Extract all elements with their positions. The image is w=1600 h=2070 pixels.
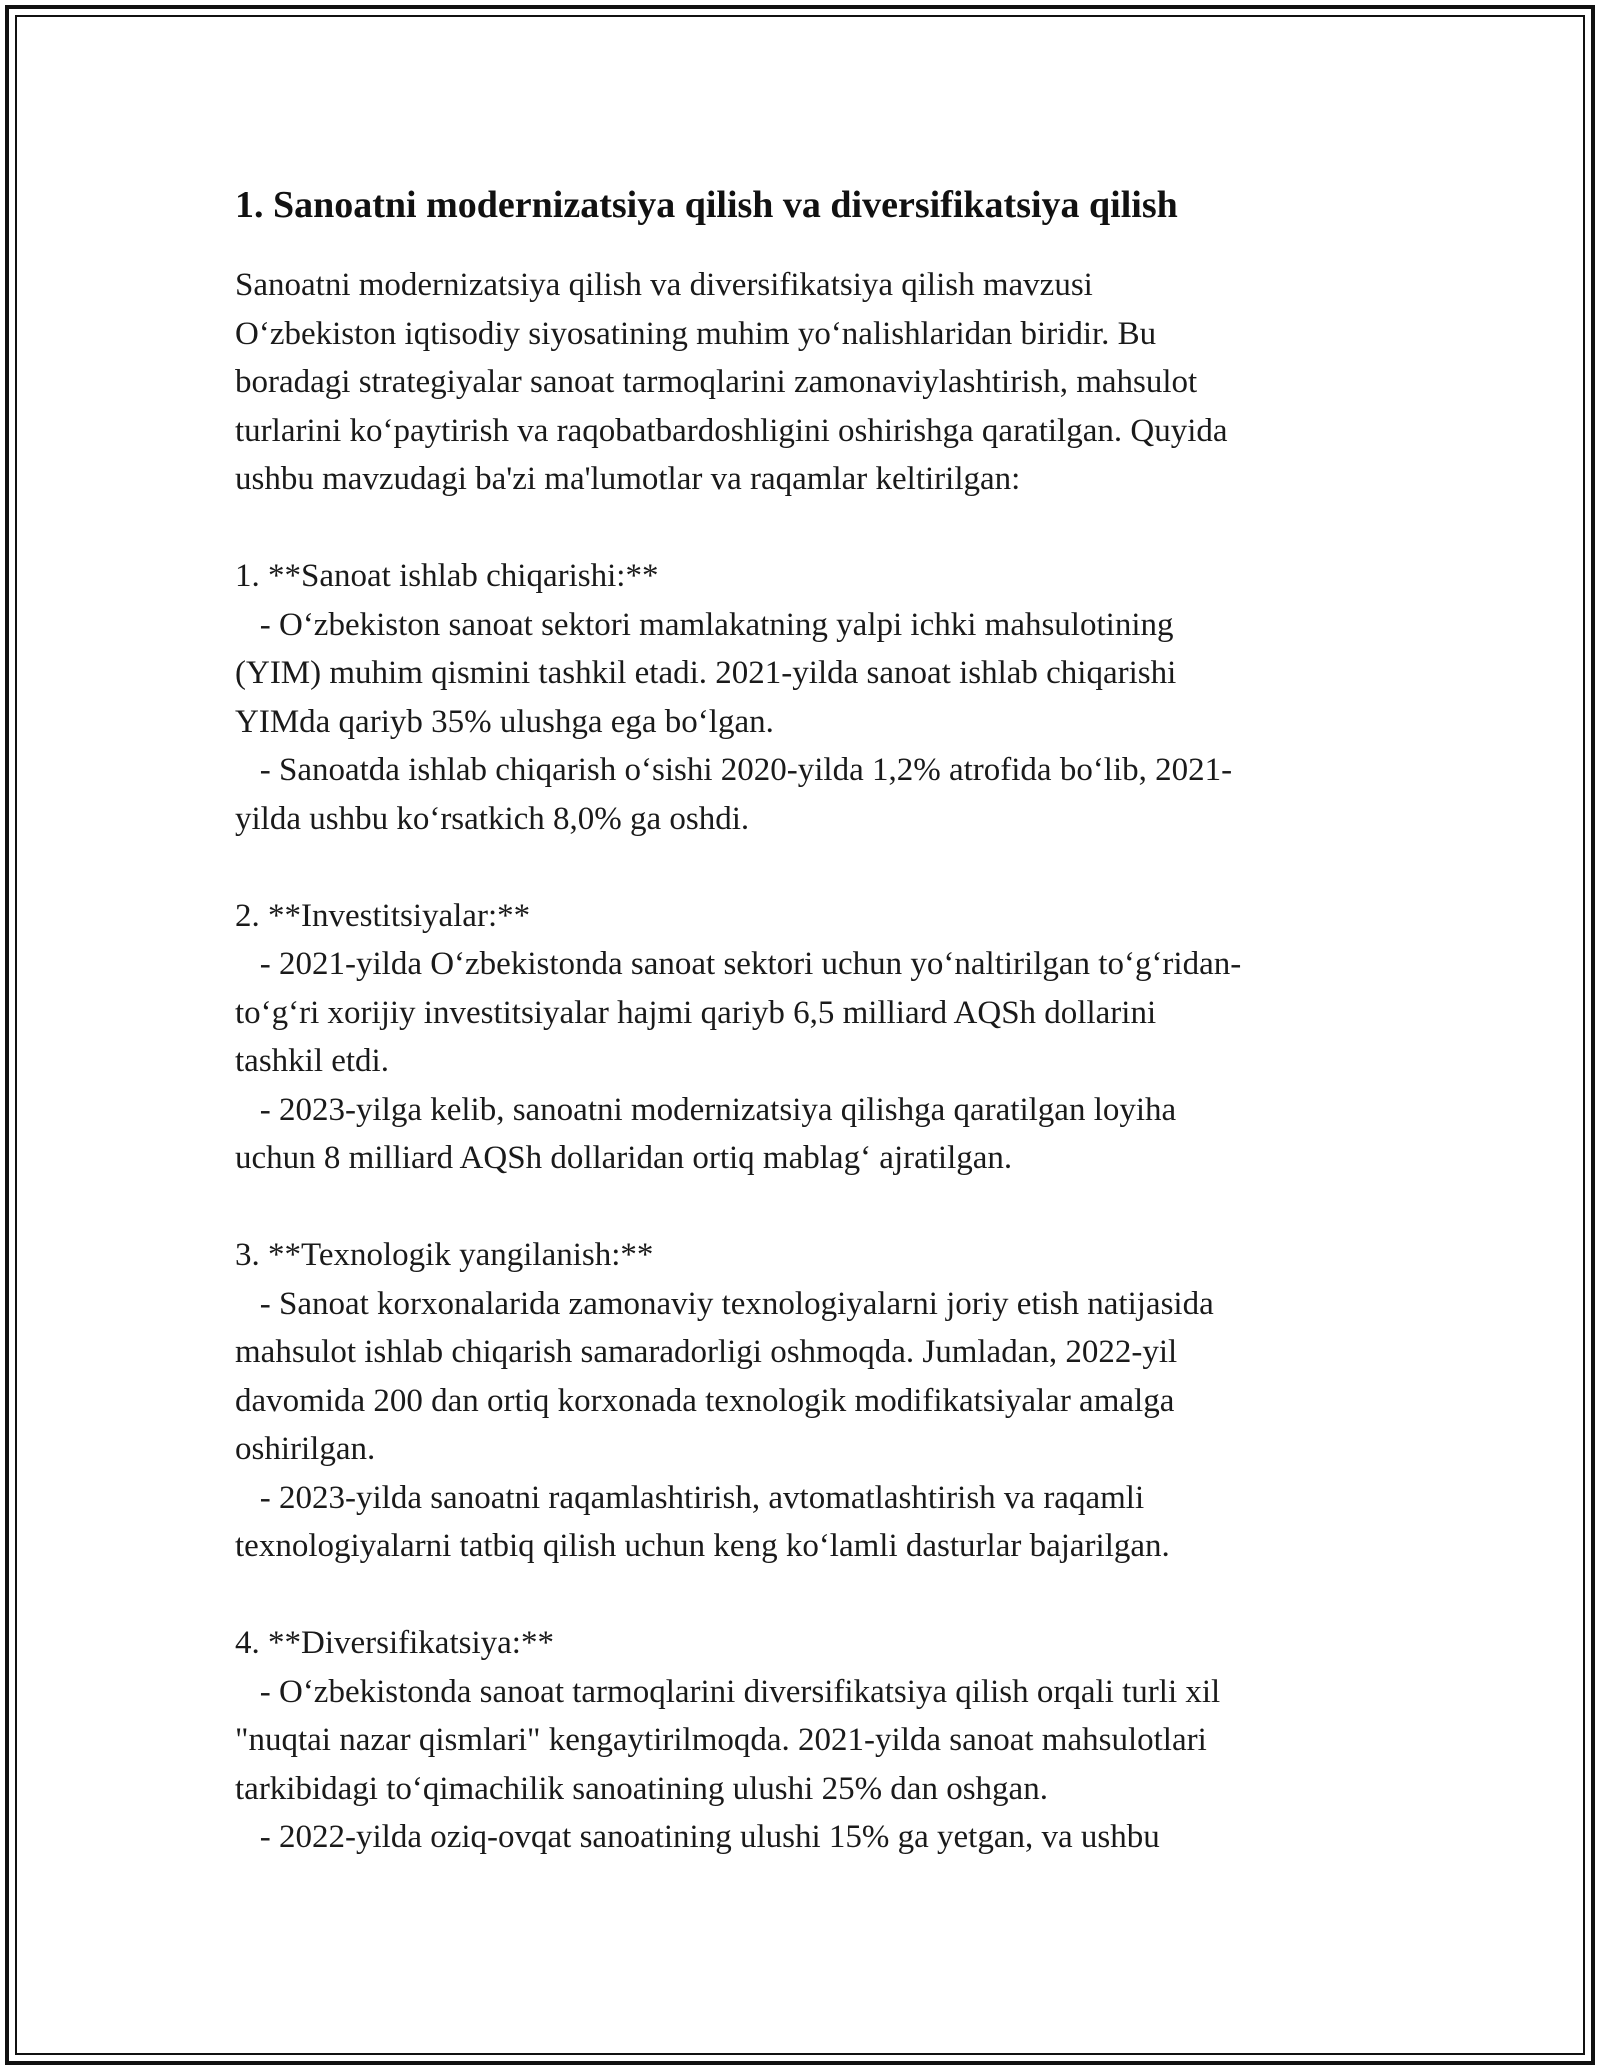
document-content — [235, 180, 1370, 1862]
document-body: Sanoatni modernizatsiya qilish va diversifikatsiya qilish mavzusi Oʻzbekiston iqtisodiy siyosatining muhim yoʻnalishlaridan biridir. Bu boradagi strategiyalar sanoat tarmoqlarini zamonaviylashtirish, mahsulot turlarini koʻpaytirish va raqobatbardoshligini oshirishga qaratilgan. Quyida ushbu mavzudagi ba'zi ma'lumotlar va raqamlar keltirilgan: 1. **Sanoat ishlab chiqarishi:** - Oʻzbekiston sanoat sektori mamlakatning yalpi ichki mahsulotining (YIM) muhim qismini tashkil etadi. 2021-yilda sanoat ishlab chiqarishi YIMda qariyb 35% ulushga ega boʻlgan. - Sanoatda ishlab chiqarish oʻsishi 2020-yilda 1,2% atrofida boʻlib, 2021- yilda ushbu koʻrsatkich 8,0% ga oshdi. 2. **Investitsiyalar:** - 2021-yilda Oʻzbekistonda sanoat sektori uchun yoʻnaltirilgan toʻgʻridan- toʻgʻri xorijiy investitsiyalar hajmi qariyb 6,5 milliard AQSh dollarini tashkil etdi. - 2023-yilga kelib, sanoatni modernizatsiya qilishga qaratilgan loyiha uchun 8 milliard AQSh dollaridan ortiq mablagʻ ajratilgan. 3. **Texnologik yangilanish:** - Sanoat korxonalarida zamonaviy texnologiyalarni joriy etish natijasida mahsulot ishlab chiqarish samaradorligi oshmoqda. Jumladan, 2022-yil davomida 200 dan ortiq korxonada texnologik modifikatsiyalar amalga oshirilgan. - 2023-yilda sanoatni raqamlashtirish, avtomatlashtirish va raqamli texnologiyalarni tatbiq qilish uchun keng koʻlamli dasturlar bajarilgan. 4. **Diversifikatsiya:** - Oʻzbekistonda sanoat tarmoqlarini diversifikatsiya qilish orqali turli xil "nuqtai nazar qismlari" kengaytirilmoqda. 2021-yilda sanoat mahsulotlari tarkibidagi toʻqimachilik sanoatining ulushi 25% dan oshgan. - 2022-yilda oziq-ovqat sanoatining ulushi 15% ga yetgan, va ushbu — [235, 267, 1242, 1856]
document-title: 1. Sanoatni modernizatsiya qilish va diversifikatsiya qilish — [235, 184, 1178, 226]
